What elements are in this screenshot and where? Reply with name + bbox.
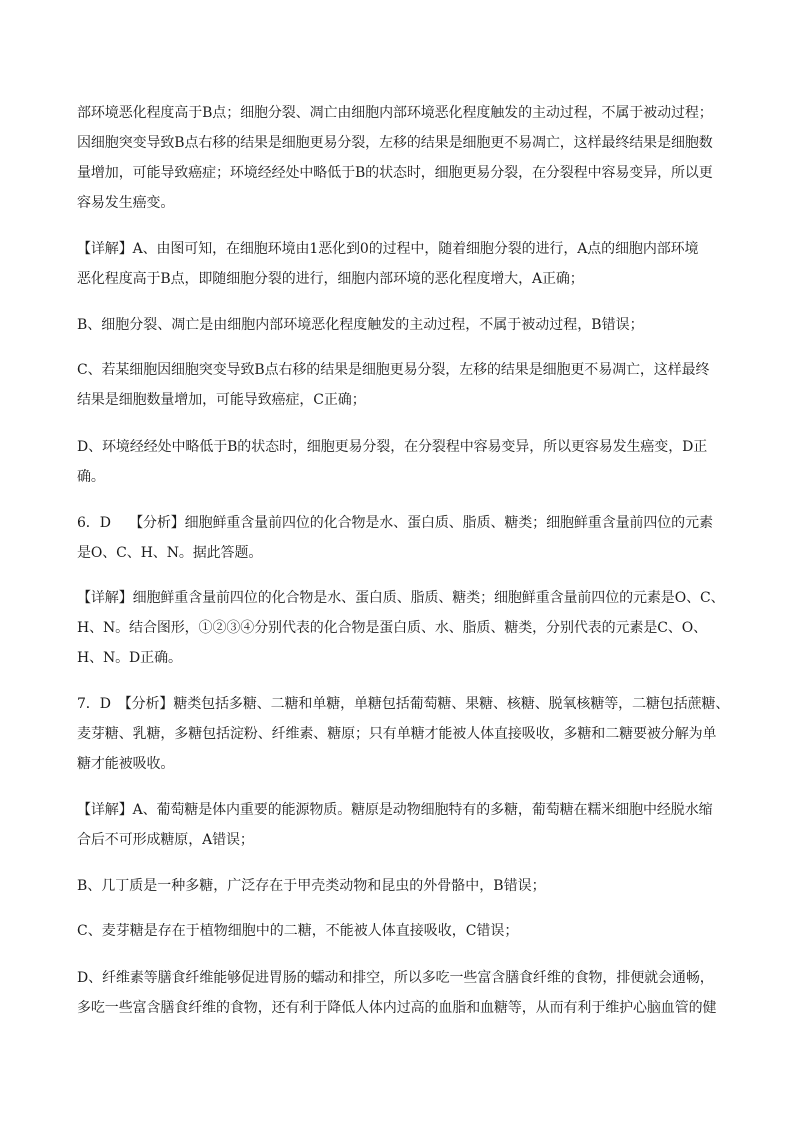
text-line: 多吃一些富含膳食纤维的食物，还有利于降低人体内过高的血脂和血糖等，从而有利于维护心脑血管的健 [77, 1000, 717, 1016]
q5-c-paragraph [77, 355, 722, 415]
text-line: 因细胞突变导致B点右移的结果是细胞更易分裂，左移的结果是细胞更不易凋亡，这样最终结果是细胞数 [77, 135, 713, 151]
q7-b-paragraph [77, 871, 722, 901]
q7-detail-a-paragraph [77, 795, 722, 855]
q5-b-paragraph [77, 310, 722, 340]
text-line: 容易发生癌变。 [77, 195, 175, 211]
q6-detail-paragraph [77, 583, 725, 673]
text-line: 量增加，可能导致癌症；环境经经处中略低于B的状态时，细胞更易分裂，在分裂程中容易变异，所以更 [77, 165, 713, 181]
text-line: B、细胞分裂、凋亡是由细胞内部环境恶化程度触发的主动过程，不属于被动过程，B错误； [77, 317, 644, 333]
text-line: 7．D 【分析】糖类包括多糖、二糖和单糖，单糖包括葡萄糖、果糖、核糖、脱氧核糖等，二糖包括蔗糖、 [77, 696, 730, 712]
text-line: H、N。D正确。 [77, 650, 182, 666]
text-line: 麦芽糖、乳糖，多糖包括淀粉、纤维素、糖原；只有单糖才能被人体直接吸收，多糖和二糖要被分解为单 [77, 726, 717, 742]
text-line: 6．D 【分析】细胞鲜重含量前四位的化合物是水、蛋白质、脂质、糖类；细胞鲜重含量前四位的元素 [77, 515, 713, 531]
q5-d-paragraph [77, 432, 722, 492]
text-line: 结果是细胞数量增加，可能导致癌症，C正确； [77, 392, 366, 408]
q7-d-paragraph [77, 963, 722, 1023]
text-line: B、几丁质是一种多糖，广泛存在于甲壳类动物和昆虫的外骨骼中，B错误； [77, 878, 546, 894]
text-line: 确。 [77, 469, 105, 485]
q7-analysis-paragraph [77, 689, 730, 779]
text-line: 【详解】细胞鲜重含量前四位的化合物是水、蛋白质、脂质、糖类；细胞鲜重含量前四位的元素是O、C、 [77, 590, 725, 606]
text-line: H、N。结合图形，①②③④分别代表的化合物是蛋白质、水、脂质、糖类，分别代表的元素是C、O、 [77, 620, 708, 636]
text-line: C、若某细胞因细胞突变导致B点右移的结果是细胞更易分裂，左移的结果是细胞更不易凋亡，这样最终 [77, 362, 710, 378]
text-line: 部环境恶化程度高于B点；细胞分裂、凋亡由细胞内部环境恶化程度触发的主动过程，不属于被动过程； [77, 105, 713, 121]
text-line: 合后不可形成糖原，A错误； [77, 832, 254, 848]
q7-c-paragraph [77, 916, 722, 946]
q6-analysis-paragraph [77, 508, 722, 568]
text-line: 是O、C、H、N。据此答题。 [77, 545, 263, 561]
text-line: C、麦芽糖是存在于植物细胞中的二糖，不能被人体直接吸收，C错误； [77, 923, 519, 939]
q5-detail-a-paragraph [77, 234, 722, 294]
text-line: 【详解】A、葡萄糖是体内重要的能源物质。糖原是动物细胞特有的多糖，葡萄糖在糯米细胞中经脱水缩 [77, 802, 713, 818]
text-line: 恶化程度高于B点，即随细胞分裂的进行，细胞内部环境的恶化程度增大，A正确； [77, 271, 584, 287]
text-line: D、环境经经处中略低于B的状态时，细胞更易分裂，在分裂程中容易变异，所以更容易发生癌变，D正 [77, 439, 708, 455]
text-line: 【详解】A、由图可知，在细胞环境由1恶化到0的过程中，随着细胞分裂的进行，A点的细胞内部环境 [77, 241, 699, 257]
text-line: D、纤维素等膳食纤维能够促进胃肠的蠕动和排空，所以多吃一些富含膳食纤维的食物，排便就会通畅， [77, 970, 714, 986]
intro-paragraph [77, 98, 722, 218]
text-line: 糖才能被吸收。 [77, 756, 175, 772]
